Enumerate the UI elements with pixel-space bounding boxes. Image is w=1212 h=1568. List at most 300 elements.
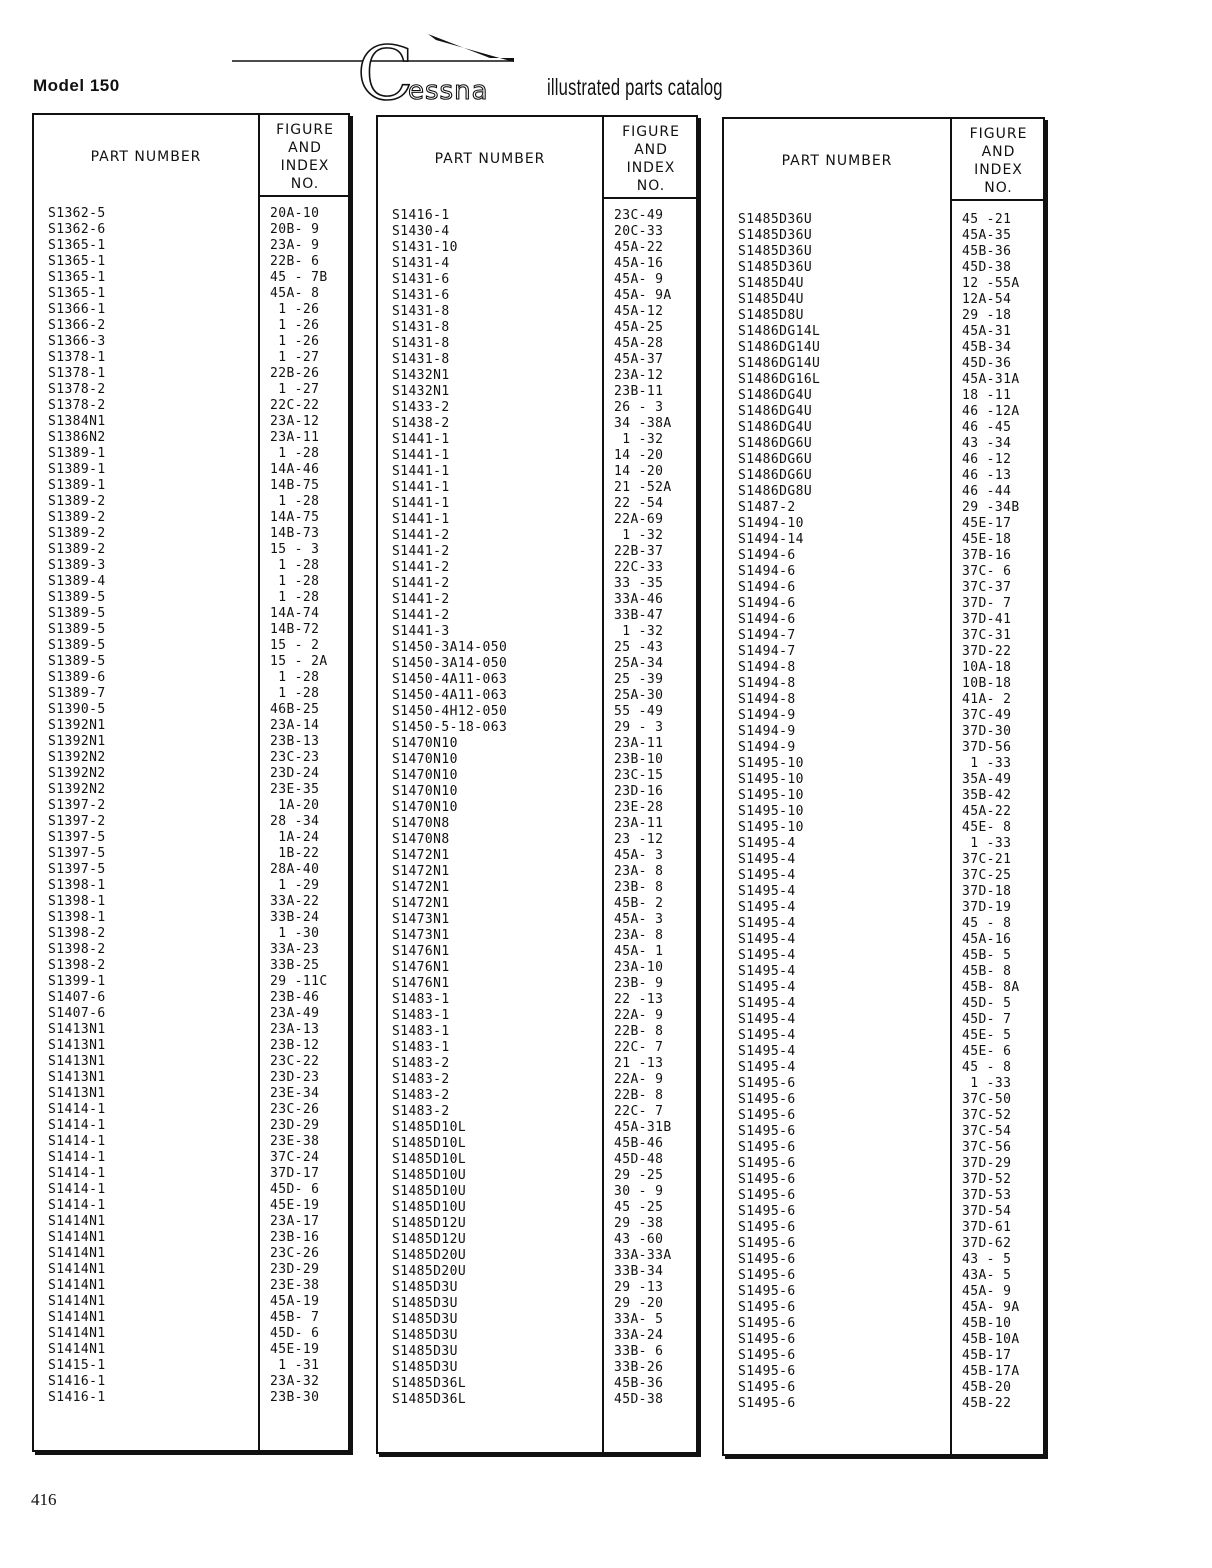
part-number: S1392N2 (48, 782, 106, 797)
table-row (724, 1236, 1043, 1252)
part-number: S1483-1 (392, 1040, 450, 1055)
figure-index: 37C-50 (962, 1092, 1012, 1107)
table-row (34, 1166, 348, 1182)
part-number: S1450-4A11-063 (392, 672, 508, 687)
figure-index: 23A- 9 (270, 238, 320, 253)
figure-index: 45E-17 (962, 516, 1012, 531)
part-number: S1494-8 (738, 676, 796, 691)
part-number: S1392N2 (48, 766, 106, 781)
part-number: S1389-1 (48, 462, 106, 477)
part-number: S1431-4 (392, 256, 450, 271)
figure-index: 23D-16 (614, 784, 664, 799)
table-row (724, 708, 1043, 724)
part-number: S1486DG14U (738, 356, 821, 371)
part-number: S1485D36L (392, 1376, 467, 1391)
table-row (378, 528, 696, 544)
figure-index-header: FIGURE AND INDEX NO. (276, 122, 334, 192)
table-row (378, 1136, 696, 1152)
part-number: S1365-1 (48, 270, 106, 285)
part-number: S1495-4 (738, 836, 796, 851)
part-number: S1414N1 (48, 1278, 106, 1293)
table-row (724, 724, 1043, 740)
table-row (34, 910, 348, 926)
figure-index: 45D-38 (614, 1392, 664, 1407)
part-number: S1483-2 (392, 1088, 450, 1103)
part-number: S1495-6 (738, 1380, 796, 1395)
table-row (34, 1342, 348, 1358)
figure-index: 45A-31 (962, 324, 1012, 339)
figure-index: 33A-22 (270, 894, 320, 909)
part-number: S1389-2 (48, 542, 106, 557)
part-number: S1366-1 (48, 302, 106, 317)
part-number: S1389-1 (48, 478, 106, 493)
part-number: S1414-1 (48, 1118, 106, 1133)
table-row (724, 1204, 1043, 1220)
part-number: S1414N1 (48, 1246, 106, 1261)
figure-index: 45 -25 (614, 1200, 664, 1215)
part-number: S1483-1 (392, 992, 450, 1007)
part-number: S1495-4 (738, 1012, 796, 1027)
part-number: S1470N8 (392, 832, 450, 847)
figure-index: 33A- 5 (614, 1312, 664, 1327)
part-number: S1486DG8U (738, 484, 813, 499)
figure-index: 37C-21 (962, 852, 1012, 867)
part-number: S1485D36U (738, 212, 813, 227)
part-number: S1416-1 (48, 1374, 106, 1389)
figure-index: 55 -49 (614, 704, 664, 719)
part-number: S1476N1 (392, 976, 450, 991)
figure-index: 45B- 7 (270, 1310, 320, 1325)
table-row (724, 388, 1043, 404)
part-number: S1441-1 (392, 496, 450, 511)
table-row (724, 1332, 1043, 1348)
figure-index: 1 -31 (270, 1358, 320, 1373)
table-row (378, 1328, 696, 1344)
part-number: S1431-6 (392, 272, 450, 287)
table-row (34, 670, 348, 686)
figure-index: 45 - 8 (962, 1060, 1012, 1075)
figure-index: 37C-52 (962, 1108, 1012, 1123)
part-number: S1470N10 (392, 752, 458, 767)
table-row (724, 1140, 1043, 1156)
part-number: S1441-1 (392, 464, 450, 479)
part-number: S1485D4U (738, 276, 804, 291)
part-number: S1485D36U (738, 244, 813, 259)
part-number: S1389-5 (48, 590, 106, 605)
table-row (724, 628, 1043, 644)
table-row (378, 1232, 696, 1248)
part-number: S1485D10U (392, 1200, 467, 1215)
figure-index: 28A-40 (270, 862, 320, 877)
part-number: S1495-4 (738, 868, 796, 883)
table-row (724, 436, 1043, 452)
figure-index: 45B-36 (962, 244, 1012, 259)
figure-index: 37D-17 (270, 1166, 320, 1181)
part-number: S1378-2 (48, 398, 106, 413)
part-number-header: PART NUMBER (781, 153, 893, 169)
part-number: S1397-2 (48, 798, 106, 813)
table-row (724, 1284, 1043, 1300)
table-row (378, 800, 696, 816)
table-row (34, 206, 348, 222)
figure-index: 14A-46 (270, 462, 320, 477)
figure-index: 1 -33 (962, 836, 1012, 851)
part-number: S1485D36U (738, 228, 813, 243)
table-row (34, 1294, 348, 1310)
table-row (724, 228, 1043, 244)
table-row (378, 464, 696, 480)
figure-index: 29 -20 (614, 1296, 664, 1311)
table-row (34, 1086, 348, 1102)
table-row (378, 1296, 696, 1312)
table-row (34, 622, 348, 638)
table-row (724, 756, 1043, 772)
table-row (378, 1088, 696, 1104)
figure-index: 45A-22 (614, 240, 664, 255)
figure-index: 46 -13 (962, 468, 1012, 483)
part-number: S1441-2 (392, 544, 450, 559)
figure-index: 43 - 5 (962, 1252, 1012, 1267)
part-number: S1494-6 (738, 580, 796, 595)
part-number: S1470N10 (392, 784, 458, 799)
part-number: S1413N1 (48, 1038, 106, 1053)
part-number: S1430-4 (392, 224, 450, 239)
part-number: S1450-3A14-050 (392, 656, 508, 671)
figure-index: 37D-18 (962, 884, 1012, 899)
table-row (724, 612, 1043, 628)
part-number: S1495-4 (738, 1044, 796, 1059)
figure-index: 23A-12 (614, 368, 664, 383)
figure-index: 23E-38 (270, 1134, 320, 1149)
part-number: S1386N2 (48, 430, 106, 445)
table-row (378, 496, 696, 512)
part-number: S1441-2 (392, 560, 450, 575)
table-row (34, 590, 348, 606)
part-number: S1366-2 (48, 318, 106, 333)
part-number: S1495-10 (738, 772, 804, 787)
figure-index: 45D-38 (962, 260, 1012, 275)
part-number: S1407-6 (48, 990, 106, 1005)
figure-index: 12 -55A (962, 276, 1020, 291)
figure-index: 45D- 5 (962, 996, 1012, 1011)
table-row (724, 1108, 1043, 1124)
figure-index: 37C-37 (962, 580, 1012, 595)
part-number: S1486DG6U (738, 436, 813, 451)
figure-index: 37C-25 (962, 868, 1012, 883)
part-number: S1495-4 (738, 964, 796, 979)
part-number: S1431-6 (392, 288, 450, 303)
part-number: S1495-6 (738, 1108, 796, 1123)
table-row (724, 372, 1043, 388)
figure-index: 22B-37 (614, 544, 664, 559)
part-number: S1441-2 (392, 528, 450, 543)
table-row (34, 270, 348, 286)
figure-index: 37D-56 (962, 740, 1012, 755)
figure-index: 23D-24 (270, 766, 320, 781)
figure-index: 37D-30 (962, 724, 1012, 739)
figure-index: 23 -12 (614, 832, 664, 847)
part-number: S1485D36U (738, 260, 813, 275)
table-row (724, 292, 1043, 308)
part-number: S1495-6 (738, 1076, 796, 1091)
figure-index: 37D-29 (962, 1156, 1012, 1171)
table-row (34, 846, 348, 862)
part-number: S1414N1 (48, 1262, 106, 1277)
figure-index: 45B-22 (962, 1396, 1012, 1411)
part-number: S1450-4A11-063 (392, 688, 508, 703)
part-number: S1494-6 (738, 564, 796, 579)
part-number: S1389-3 (48, 558, 106, 573)
table-row (724, 900, 1043, 916)
table-row (724, 1076, 1043, 1092)
table-row (724, 244, 1043, 260)
figure-index: 23A-11 (614, 736, 664, 751)
table-row (378, 336, 696, 352)
part-number: S1398-1 (48, 910, 106, 925)
table-row (34, 462, 348, 478)
table-row (724, 1124, 1043, 1140)
table-row (724, 324, 1043, 340)
part-number: S1485D20U (392, 1264, 467, 1279)
table-row (378, 240, 696, 256)
figure-index: 1 -33 (962, 1076, 1012, 1091)
part-number: S1495-6 (738, 1188, 796, 1203)
figure-index: 22A- 9 (614, 1072, 664, 1087)
part-number: S1495-10 (738, 804, 804, 819)
part-number: S1413N1 (48, 1086, 106, 1101)
figure-index: 45E-18 (962, 532, 1012, 547)
figure-index-header: FIGURE AND INDEX NO. (969, 126, 1028, 196)
figure-index: 1 -33 (962, 756, 1012, 771)
table-row (378, 560, 696, 576)
table-row (378, 448, 696, 464)
part-number: S1473N1 (392, 912, 450, 927)
table-row (378, 752, 696, 768)
figure-index: 46 -12A (962, 404, 1020, 419)
part-number: S1485D10L (392, 1152, 467, 1167)
figure-index: 15 - 2 (270, 638, 320, 653)
figure-index: 23B- 9 (614, 976, 664, 991)
part-number: S1485D4U (738, 292, 804, 307)
part-number: S1486DG6U (738, 452, 813, 467)
table-row (34, 1022, 348, 1038)
figure-index: 45A-22 (962, 804, 1012, 819)
part-number: S1495-6 (738, 1124, 796, 1139)
table-row (378, 704, 696, 720)
figure-index: 1 -32 (614, 624, 664, 639)
table-row (378, 416, 696, 432)
figure-index: 45 - 8 (962, 916, 1012, 931)
figure-index: 1 -30 (270, 926, 320, 941)
figure-index: 45B- 8 (962, 964, 1012, 979)
table-row (378, 880, 696, 896)
part-number: S1431-8 (392, 304, 450, 319)
figure-index: 43 -60 (614, 1232, 664, 1247)
part-number: S1433-2 (392, 400, 450, 415)
part-number: S1494-9 (738, 740, 796, 755)
part-number: S1397-5 (48, 862, 106, 877)
table-row (378, 960, 696, 976)
part-number: S1397-5 (48, 846, 106, 861)
table-row (724, 772, 1043, 788)
figure-index: 35B-42 (962, 788, 1012, 803)
figure-index: 45D- 7 (962, 1012, 1012, 1027)
table-row (724, 1380, 1043, 1396)
table-row (378, 1264, 696, 1280)
figure-index: 23A-14 (270, 718, 320, 733)
figure-index: 1 -28 (270, 494, 320, 509)
figure-index: 45B-34 (962, 340, 1012, 355)
table-row (378, 1152, 696, 1168)
figure-index: 35A-49 (962, 772, 1012, 787)
part-number: S1485D3U (392, 1328, 458, 1343)
figure-index: 23B-30 (270, 1390, 320, 1405)
figure-index: 43 -34 (962, 436, 1012, 451)
part-number: S1389-2 (48, 510, 106, 525)
table-row (34, 414, 348, 430)
table-row (724, 532, 1043, 548)
figure-index: 25 -39 (614, 672, 664, 687)
figure-index: 1 -28 (270, 574, 320, 589)
part-number: S1397-2 (48, 814, 106, 829)
part-number: S1397-5 (48, 830, 106, 845)
table-row (34, 990, 348, 1006)
figure-index: 45A- 9 (614, 272, 664, 287)
figure-index: 22C-33 (614, 560, 664, 575)
part-number: S1390-5 (48, 702, 106, 717)
figure-index: 33 -35 (614, 576, 664, 591)
part-number: S1389-5 (48, 606, 106, 621)
table-row (378, 832, 696, 848)
figure-index: 10B-18 (962, 676, 1012, 691)
figure-index: 1 -26 (270, 318, 320, 333)
part-number: S1414N1 (48, 1342, 106, 1357)
figure-index: 45A- 9A (962, 1300, 1020, 1315)
table-row (724, 420, 1043, 436)
table-row (34, 1326, 348, 1342)
table-row (378, 640, 696, 656)
table-row (724, 1396, 1043, 1412)
table-row (34, 878, 348, 894)
figure-index: 23C-26 (270, 1102, 320, 1117)
part-number: S1495-4 (738, 948, 796, 963)
part-number: S1495-4 (738, 852, 796, 867)
table-row (378, 368, 696, 384)
table-row (724, 1092, 1043, 1108)
table-row (34, 1150, 348, 1166)
parts-table-1 (32, 113, 350, 1452)
part-number: S1495-4 (738, 1028, 796, 1043)
table-row (34, 526, 348, 542)
table-row (378, 928, 696, 944)
figure-index: 22A- 9 (614, 1008, 664, 1023)
figure-index: 33B-24 (270, 910, 320, 925)
part-number: S1495-4 (738, 980, 796, 995)
table-row (724, 692, 1043, 708)
table-row (378, 1120, 696, 1136)
cessna-logo (232, 24, 532, 108)
part-number: S1486DG6U (738, 468, 813, 483)
figure-index: 15 - 3 (270, 542, 320, 557)
table-row (724, 1348, 1043, 1364)
figure-index: 45A- 8 (270, 286, 320, 301)
figure-index: 45B-10 (962, 1316, 1012, 1331)
part-number: S1362-5 (48, 206, 106, 221)
table-row (378, 544, 696, 560)
table-row (34, 382, 348, 398)
table-row (378, 1184, 696, 1200)
part-number: S1414-1 (48, 1182, 106, 1197)
figure-index: 1 -28 (270, 558, 320, 573)
figure-index: 23C-22 (270, 1054, 320, 1069)
table-row (724, 804, 1043, 820)
table-row (378, 720, 696, 736)
figure-index: 14B-72 (270, 622, 320, 637)
figure-index-header: FIGURE AND INDEX NO. (622, 124, 680, 194)
figure-index: 45A-16 (962, 932, 1012, 947)
part-number: S1413N1 (48, 1070, 106, 1085)
figure-index: 33B-47 (614, 608, 664, 623)
table-row (724, 932, 1043, 948)
table-row (34, 1182, 348, 1198)
table-row (34, 1278, 348, 1294)
part-number: S1495-6 (738, 1220, 796, 1235)
figure-index: 23A-12 (270, 414, 320, 429)
part-number: S1494-6 (738, 596, 796, 611)
table-row (34, 478, 348, 494)
table-row (34, 1118, 348, 1134)
figure-index: 22C- 7 (614, 1040, 664, 1055)
table-row (34, 238, 348, 254)
figure-index: 45B- 5 (962, 948, 1012, 963)
part-number: S1414-1 (48, 1198, 106, 1213)
part-number: S1416-1 (392, 208, 450, 223)
table-row (724, 916, 1043, 932)
table-row (378, 1040, 696, 1056)
part-number: S1450-4H12-050 (392, 704, 508, 719)
figure-index: 22B- 8 (614, 1088, 664, 1103)
part-number: S1494-14 (738, 532, 804, 547)
figure-index: 23B-46 (270, 990, 320, 1005)
part-number: S1472N1 (392, 864, 450, 879)
table-row (378, 688, 696, 704)
table-row (724, 820, 1043, 836)
figure-index: 33A-33A (614, 1248, 672, 1263)
table-row (378, 256, 696, 272)
part-number: S1378-1 (48, 366, 106, 381)
part-number: S1441-2 (392, 608, 450, 623)
table-row (34, 446, 348, 462)
table-row (378, 1312, 696, 1328)
figure-index: 37C-24 (270, 1150, 320, 1165)
table-row (378, 272, 696, 288)
figure-index: 29 -34B (962, 500, 1020, 515)
svg-text:essna: essna (408, 76, 489, 106)
table-row (378, 896, 696, 912)
part-number-header: PART NUMBER (90, 149, 202, 165)
table-row (724, 564, 1043, 580)
table-row (378, 320, 696, 336)
part-number: S1495-6 (738, 1332, 796, 1347)
figure-index: 15 - 2A (270, 654, 328, 669)
figure-index: 1 -28 (270, 686, 320, 701)
part-number: S1378-1 (48, 350, 106, 365)
part-number: S1398-2 (48, 926, 106, 941)
table-row (724, 660, 1043, 676)
table-row (378, 992, 696, 1008)
part-number: S1486DG4U (738, 404, 813, 419)
part-number: S1407-6 (48, 1006, 106, 1021)
